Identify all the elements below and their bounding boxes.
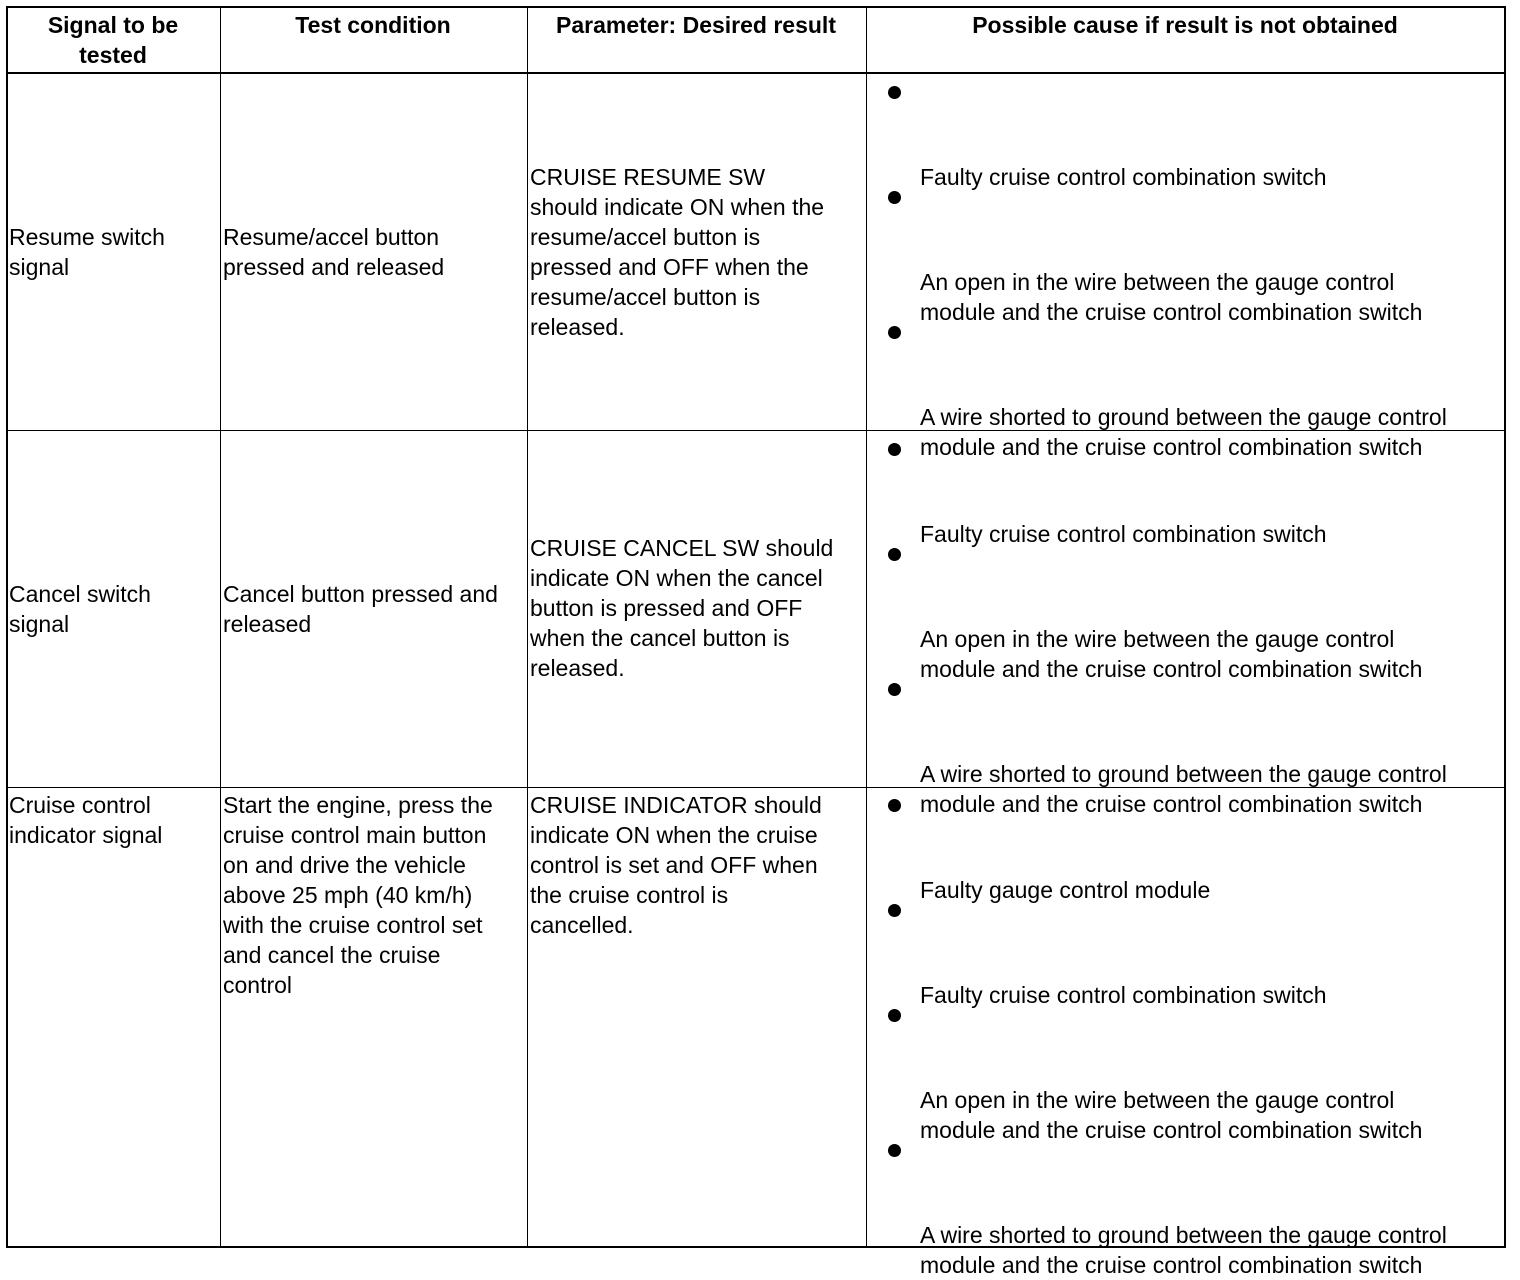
- header-possible-cause: Possible cause if result is not obtained: [972, 12, 1398, 38]
- row-2-cause-1: Faulty cruise control combination switch: [882, 489, 1520, 549]
- header-test-condition: Test condition: [295, 12, 451, 38]
- row-3-signal: Cruise control indicator signal: [9, 792, 163, 848]
- bullet-icon: [888, 1144, 901, 1157]
- row-3-cause-2: Faulty cruise control combination switch: [882, 950, 1520, 1010]
- bullet-icon: [888, 86, 901, 99]
- row-1-cause-2: An open in the wire between the gauge control module and the cruise control combination switch: [882, 237, 1520, 327]
- bullet-icon: [888, 191, 901, 204]
- row-3-cause-3: An open in the wire between the gauge control module and the cruise control combination switch: [882, 1055, 1520, 1145]
- bullet-icon: [888, 799, 901, 812]
- bullet-icon: [888, 548, 901, 561]
- row-2-signal: Cancel switch signal: [9, 581, 151, 637]
- row-1-result: CRUISE RESUME SW should indicate ON when the resume/accel button is pressed and OFF when the resume/accel button is released.: [530, 164, 825, 340]
- header-signal: Signal to be tested: [47, 12, 179, 68]
- row-1-signal: Resume switch signal: [9, 224, 165, 280]
- row-1-condition: Resume/accel button pressed and released: [223, 224, 445, 280]
- row-3-cause-1: Faulty gauge control module: [882, 845, 1520, 905]
- bullet-icon: [888, 904, 901, 917]
- row-2-result: CRUISE CANCEL SW should indicate ON when the cancel button is pressed and OFF when the cancel button is released.: [530, 535, 834, 681]
- row-3-result: CRUISE INDICATOR should indicate ON when the cruise control is set and OFF when the cruise control is cancelled.: [530, 792, 822, 938]
- header-desired-result: Parameter: Desired result: [556, 12, 836, 38]
- column-divider: [527, 8, 528, 1246]
- row-3-cause-4: A wire shorted to ground between the gauge control module and the cruise control combination switch: [882, 1190, 1520, 1280]
- row-2-cause-3: A wire shorted to ground between the gauge control module and the cruise control combination switch: [882, 729, 1520, 819]
- column-divider: [220, 8, 221, 1246]
- bullet-icon: [888, 1009, 901, 1022]
- bullet-icon: [888, 326, 901, 339]
- row-3-condition: Start the engine, press the cruise control main button on and drive the vehicle above 25 mph (40 km/h) with the cruise control set and cancel the cruise control: [223, 792, 493, 998]
- row-1-cause-3: A wire shorted to ground between the gauge control module and the cruise control combination switch: [882, 372, 1520, 462]
- row-2-cause-2: An open in the wire between the gauge control module and the cruise control combination switch: [882, 594, 1520, 684]
- row-1-cause-1: Faulty cruise control combination switch: [882, 132, 1520, 192]
- column-divider: [866, 8, 867, 1246]
- header-divider: [8, 72, 1504, 74]
- bullet-icon: [888, 683, 901, 696]
- row-2-condition: Cancel button pressed and released: [223, 581, 498, 637]
- bullet-icon: [888, 443, 901, 456]
